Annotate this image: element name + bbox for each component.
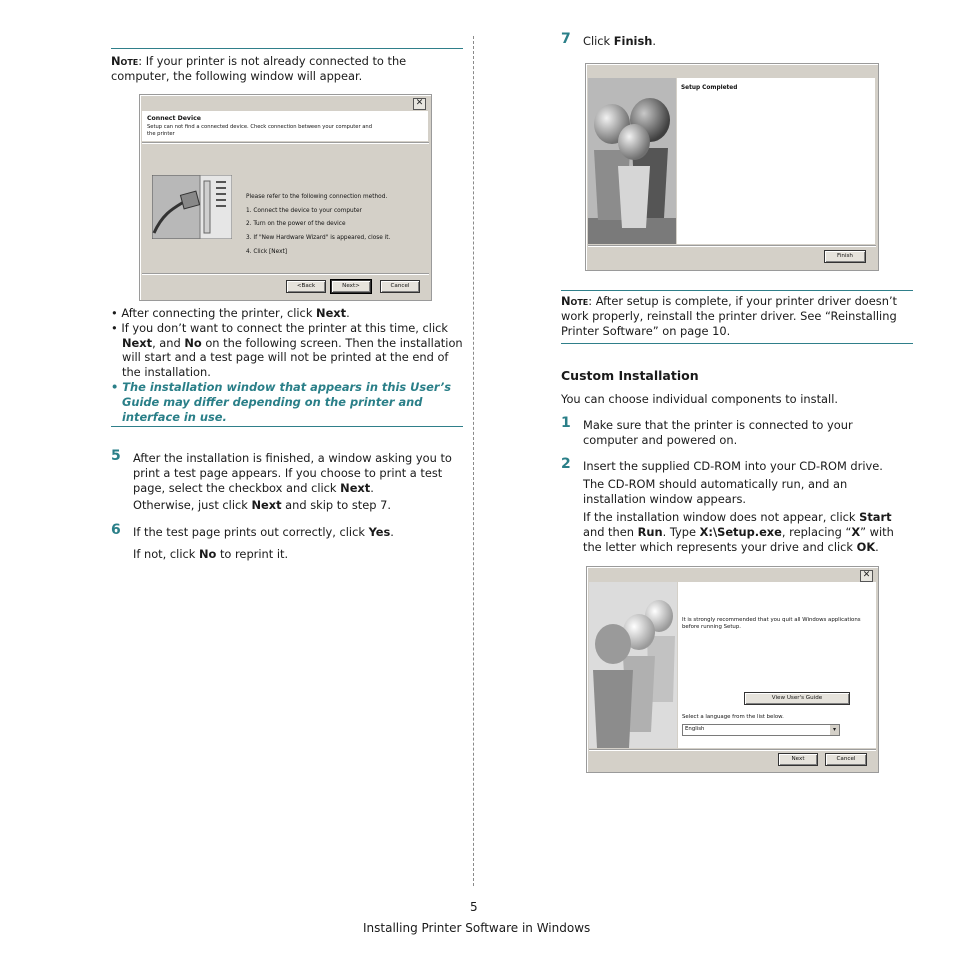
column-divider — [473, 36, 474, 886]
language-select[interactable] — [682, 724, 840, 736]
bullet-list — [111, 306, 463, 424]
step-2-cd-text: The CD-ROM should automatically run, and an installation window appears. — [583, 477, 848, 506]
page-number: 5 — [470, 900, 478, 914]
step-number: 5 — [111, 448, 121, 464]
setup-completed-title: Setup Completed — [681, 85, 738, 91]
connection-step: 4. Click [Next] — [246, 249, 288, 255]
step-2-text: Insert the supplied CD-ROM into your CD-ROM drive. — [583, 459, 883, 473]
step-number: 7 — [561, 31, 571, 47]
back-button[interactable]: <Back — [286, 280, 326, 293]
people-illustration — [589, 582, 677, 748]
list-item: • The installation window that appears in this User’s Guide may differ depending on the printer and interface in use. — [111, 379, 452, 424]
language-select-label: Select a language from the list below. — [682, 714, 784, 720]
connection-step: 3. If "New Hardware Wizard" is appeared, close it. — [246, 235, 391, 241]
footer-title: Installing Printer Software in Windows — [363, 921, 591, 935]
step-2-run-text: If the installation window does not appear, click Start and then Run. Type X:\Setup.exe, replacing “X” with the letter which represents your drive and click OK. — [583, 510, 894, 554]
chevron-down-icon[interactable]: ▾ — [830, 725, 839, 735]
cancel-button[interactable]: Cancel — [380, 280, 420, 293]
language-selection-dialog — [586, 566, 879, 773]
language-value: English — [685, 726, 705, 732]
close-icon[interactable]: ✕ — [413, 98, 426, 110]
step-number: 6 — [111, 522, 121, 538]
step-6-text: If the test page prints out correctly, click Yes. — [133, 525, 394, 539]
note-top-rule — [561, 290, 913, 291]
recommend-text: It is strongly recommended that you quit all Windows applications before running Setup. — [682, 617, 861, 630]
note-bottom-rule — [111, 426, 463, 427]
connection-step: 1. Connect the device to your computer — [246, 208, 362, 214]
section-heading: Custom Installation — [561, 368, 699, 383]
note-right: Note: After setup is complete, if your printer driver doesn’t work properly, reinstall the printer driver. See “Reinstalling Printer Software” on page 10. — [561, 294, 898, 338]
step-number: 2 — [561, 456, 571, 472]
printer-connection-illustration — [152, 175, 232, 239]
step-5-text: After the installation is finished, a window asking you to print a test page appears. If you choose to print a test page, select the checkbox and click Next. — [133, 451, 452, 495]
connection-method-label: Please refer to the following connection method. — [246, 194, 388, 200]
dialog-header-pane — [142, 111, 428, 141]
close-icon[interactable]: ✕ — [860, 570, 873, 582]
connect-device-dialog — [139, 94, 432, 301]
dialog-description: Setup can not find a connected device. Check connection between your computer and the printer — [147, 124, 372, 137]
note-top-rule — [111, 48, 463, 49]
people-illustration — [588, 78, 676, 244]
step-number: 1 — [561, 415, 571, 431]
dialog-title: Connect Device — [147, 115, 201, 122]
section-intro: You can choose individual components to install. — [561, 392, 838, 406]
finish-button[interactable]: Finish — [824, 250, 866, 263]
note-left: Note: If your printer is not already connected to the computer, the following window will appear. — [111, 54, 407, 83]
step-7-text: Click Finish. — [583, 34, 656, 48]
view-users-guide-button[interactable]: View User's Guide — [744, 692, 850, 705]
connection-step: 2. Turn on the power of the device — [246, 221, 346, 227]
step-6-alt-text: If not, click No to reprint it. — [133, 547, 289, 561]
step-5-alt-text: Otherwise, just click Next and skip to step 7. — [133, 498, 391, 512]
note-bottom-rule — [561, 343, 913, 344]
list-item: • After connecting the printer, click Next. — [111, 306, 350, 320]
cancel-button[interactable]: Cancel — [825, 753, 867, 766]
list-item: • If you don’t want to connect the printer at this time, click Next, and No on the following screen. Then the installation will start and a test page will not be printed at the end of the installation. — [111, 320, 463, 380]
next-button[interactable]: Next> — [331, 280, 371, 293]
setup-completed-dialog — [585, 63, 879, 271]
step-1-text: Make sure that the printer is connected to your computer and powered on. — [583, 418, 853, 447]
next-button[interactable]: Next — [778, 753, 818, 766]
